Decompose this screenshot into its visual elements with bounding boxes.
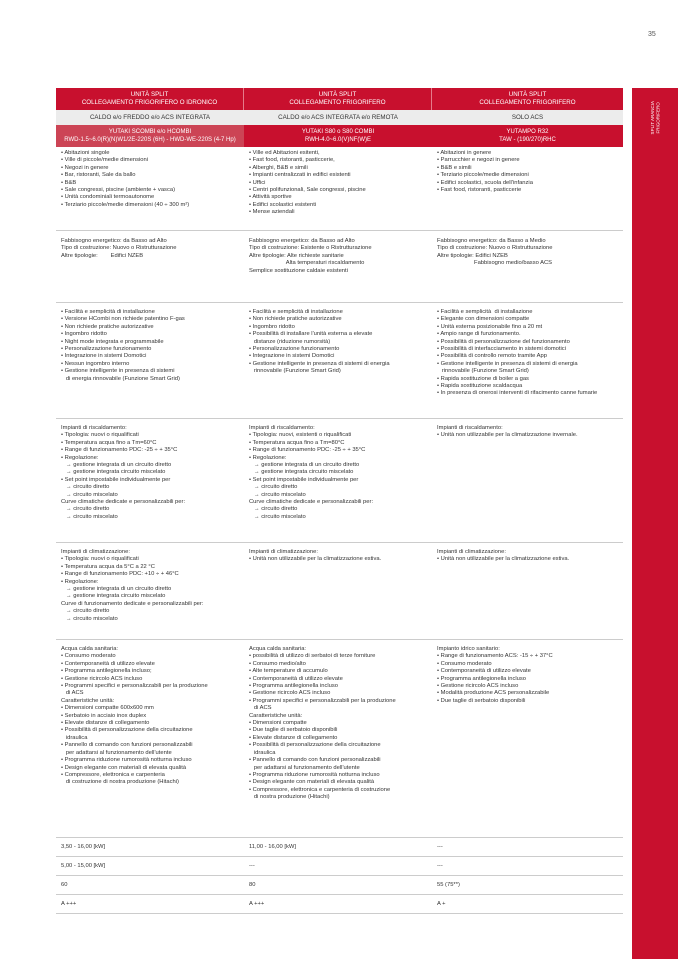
- applications-cell-line: • Unità condominiali termoautonome: [61, 194, 155, 201]
- heating-cell-line: Curve climatiche dedicate e personalizzabili per:: [61, 499, 186, 506]
- dhw-cell-line: • Range di funzionamento ACS: -15 ÷ + 37°C: [437, 653, 553, 660]
- applications-cell-line: • Edifici scolastici esistenti: [249, 201, 317, 208]
- energy-cell: [244, 231, 432, 303]
- product-comparison-table: [56, 88, 623, 914]
- applications-cell-line: • Negozi in genere: [61, 164, 109, 171]
- cooling-cell-line: • Regolazione:: [61, 578, 99, 585]
- heating-cell-line: → gestione integrata circuito miscelato: [61, 469, 166, 476]
- heating-cell-line: Impianti di riscaldamento:: [249, 425, 315, 431]
- dhw-cell-line: • Pannello di comando con funzioni personalizzabili: [61, 742, 193, 749]
- heating-cell-line: • Regolazione:: [61, 454, 99, 461]
- cooling-power-cell: ---: [432, 857, 623, 876]
- dhw-cell-line: • Compressore, elettronica e carpenteria: [61, 771, 165, 778]
- dhw-cell-line: • Programma riduzione rumorosità notturna incluso: [249, 771, 380, 778]
- features-cell-line: di energia rinnovabile (Funzione Smart Grid): [61, 375, 180, 382]
- dhw-cell-line: di ACS: [61, 690, 84, 697]
- function-cell: SOLO ACS: [432, 110, 623, 125]
- heating-cell-line: → circuito diretto: [249, 484, 298, 491]
- features-cell-line: • Ingombro ridotto: [249, 323, 295, 330]
- heating-cell-line: • Set point impostabile individualmente per: [249, 476, 359, 483]
- dhw-cell-line: • Dimensioni compatte: [249, 720, 307, 727]
- unit-type-header-line: COLLEGAMENTO FRIGORIFERO O IDRONICO: [81, 99, 218, 106]
- dhw-cell-line: Acqua calda sanitaria:: [61, 646, 119, 652]
- heating-cell-line: → circuito diretto: [61, 484, 110, 491]
- features-cell-line: • Personalizzazione funzionamento: [249, 346, 340, 353]
- dhw-cell-line: • Design elegante con materiali di elevata qualità: [61, 764, 187, 771]
- features-cell-line: • Elegante con dimensioni compatte: [437, 316, 530, 323]
- function-cell: CALDO e/o ACS INTEGRATA e/o REMOTA: [244, 110, 432, 125]
- unit-type-header-line: COLLEGAMENTO FRIGORIFERO: [289, 99, 386, 106]
- energy-cell-line: Alta temperaturi riscaldamento: [249, 260, 365, 267]
- dhw-cell-line: • Possibilità di personalizzazione della circuitazione: [61, 727, 193, 734]
- features-cell-line: • Integrazione in sistemi Domotici: [249, 353, 335, 360]
- model-header-line: RWD-1.5~6.0(R)(N)W1/2E-220S (6H) - HWD-WE-220S (4-7 Hp): [64, 137, 236, 143]
- cooling-cell-line: Impianti di climatizzazione:: [437, 549, 506, 555]
- heating-cell-line: • Set point impostabile individualmente per: [61, 476, 171, 483]
- model-header-line: TAW - (190/270)RHC: [499, 137, 556, 143]
- cooling-cell-line: • Unità non utilizzabile per la climatizzazione estiva.: [249, 556, 382, 563]
- energy-cell-line: Fabbisogno energetico: da Basso a Medio: [437, 238, 546, 244]
- cooling-cell-line: → gestione integrata circuito miscelato: [61, 593, 166, 600]
- dhw-cell-line: • Programma riduzione rumorosità notturna incluso: [61, 757, 192, 764]
- cooling-cell-line: • Unità non utilizzabile per la climatizzazione estiva.: [437, 556, 570, 563]
- side-tab: [632, 88, 678, 959]
- cooling-power-cell: 5,00 - 15,00 [kW]: [56, 857, 244, 876]
- model-header-line: RWH-4.0~6.0(V)NF(W)E: [304, 137, 372, 143]
- heating-cell-line: • Range di funzionamento PDC: -25 ÷ + 35°C: [61, 447, 178, 454]
- unit-type-header: [244, 88, 432, 110]
- energy-cell-line: Fabbisogno energetico: da Basso ad Alto: [61, 238, 167, 244]
- applications-cell-line: • Fast food, ristoranti, pasticcerie: [437, 187, 522, 194]
- energy-class-cell: A +: [432, 895, 623, 914]
- features-cell-line: rinnovabile (Funzione Smart Grid): [249, 368, 341, 375]
- heating-cell-line: • Temperatura acqua fino a Tm=80°C: [249, 439, 345, 446]
- energy-cell: [56, 231, 244, 303]
- features-cell-line: • Facilità e semplicità di installazione: [61, 309, 155, 315]
- dhw-cell-line: • Compressore, elettronica e carpenteria di costruzione: [249, 786, 391, 793]
- dhw-cell-line: idraulica: [249, 749, 276, 756]
- dhw-cell-line: • Gestione ricircolo ACS incluso: [249, 690, 331, 697]
- dhw-cell-line: • Consumo moderato: [61, 653, 116, 660]
- applications-cell-line: • Bar, ristoranti, Sale da ballo: [61, 172, 136, 179]
- dhw-cell-line: • Contemporaneità di utilizzo elevate: [249, 675, 343, 682]
- side-tab-text: SPLIT ARANCIA FRIGORIFERO: [649, 101, 660, 135]
- model-header-line: YUTAKI SCOMBI e/o HCOMBI: [108, 129, 192, 135]
- applications-cell-line: • Abitazioni in genere: [437, 150, 492, 156]
- features-cell-line: • Gestione intelligente in presenza di sistemi: [61, 368, 175, 375]
- heating-cell-line: • Tipologia: nuovi, esistenti o riqualificati: [249, 432, 352, 439]
- dhw-cell-line: • Contemporaneità di utilizzo elevate: [61, 660, 155, 667]
- heating-cell-line: Impianti di riscaldamento:: [61, 425, 127, 431]
- cooling-cell-line: → circuito miscelato: [61, 615, 118, 622]
- dhw-cell-line: • Elevate distanze di collegamento: [61, 720, 150, 727]
- features-cell-line: • Non richiede pratiche autorizzative: [249, 316, 342, 323]
- energy-cell-line: Altre tipologie: Alte richieste sanitarie: [249, 252, 344, 259]
- cooling-cell-line: → gestione integrata di un circuito diretto: [61, 586, 172, 593]
- unit-type-header-line: UNITÀ SPLIT: [318, 91, 357, 98]
- unit-type-header-line: UNITÀ SPLIT: [508, 91, 547, 98]
- heating-cell: [432, 419, 623, 543]
- unit-type-header: [432, 88, 623, 110]
- dhw-cell-line: • Design elegante con materiali di elevata qualità: [249, 779, 375, 786]
- heating-cell-line: • Temperatura acqua fino a Tm=60°C: [61, 439, 157, 446]
- unit-type-header-line: COLLEGAMENTO FRIGORIFERO: [479, 99, 576, 106]
- dhw-cell-line: • Consumo moderato: [437, 660, 492, 667]
- features-cell: [432, 303, 623, 419]
- features-cell-line: • Night mode integrata e programmabile: [61, 338, 164, 345]
- dhw-cell-line: di costruzione di nostra produzione (Hitachi): [61, 779, 179, 786]
- features-cell-line: • Facilità e semplicità di installazione: [437, 309, 533, 315]
- applications-cell-line: • Impianti centralizzati in edifici esistenti: [249, 172, 351, 179]
- heating-cell-line: → gestione integrata di un circuito diretto: [249, 462, 360, 469]
- dhw-cell-line: • Serbatoio in acciaio inox duplex: [61, 712, 147, 719]
- features-cell-line: • Ingombro ridotto: [61, 331, 107, 338]
- features-cell-line: • Possibilità di interfacciamento in sistemi domotici: [437, 346, 566, 353]
- cooling-cell-line: • Range di funzionamento PDC: +10 ÷ + 46°C: [61, 571, 179, 578]
- heating-power-cell: ---: [432, 838, 623, 857]
- features-cell-line: • Rapida sostituzione di boiler a gas: [437, 375, 529, 382]
- cooling-cell: [244, 543, 432, 640]
- features-cell-line: • Nessun ingombro interno: [61, 360, 130, 367]
- dhw-cell-line: • Gestione ricircolo ACS incluso: [61, 675, 143, 682]
- heating-cell-line: → circuito miscelato: [249, 513, 306, 520]
- features-cell-line: • Ampio range di funzionamento.: [437, 331, 521, 338]
- features-cell-line: • Possibilità di installare l'unità esterna a elevate: [249, 331, 373, 338]
- dhw-cell-line: • Programma antilegionella incluso: [249, 683, 339, 690]
- model-header-line: YUTAMPO R32: [506, 129, 549, 135]
- dhw-cell-line: • Programmi specifici e personalizzabili per la produzione: [249, 697, 396, 704]
- dhw-cell-line: Impianto idrico sanitario:: [437, 646, 500, 652]
- water-temp-cell: 60: [56, 876, 244, 895]
- heating-cell-line: → gestione integrata circuito miscelato: [249, 469, 354, 476]
- dhw-cell-line: per adattarsi al funzionamento dell'utente: [61, 749, 172, 756]
- dhw-cell-line: Caratteristiche unità:: [249, 712, 303, 719]
- cooling-cell: [432, 543, 623, 640]
- cooling-power-cell: ---: [244, 857, 432, 876]
- energy-cell-line: Altre tipologie: Edifici NZEB: [61, 252, 144, 259]
- energy-cell-line: Fabbisogno medio/basso ACS: [437, 260, 553, 267]
- dhw-cell-line: • Dimensioni compatte 600x600 mm: [61, 705, 154, 712]
- dhw-cell-line: Caratteristiche unità:: [61, 697, 115, 704]
- dhw-cell-line: di ACS: [249, 705, 272, 712]
- applications-cell-line: • Terziario piccole/medie dimensioni (40 ÷ 300 m²): [61, 201, 190, 208]
- heating-cell-line: Curve climatiche dedicate e personalizzabili per:: [249, 499, 374, 506]
- dhw-cell-line: • Possibilità di personalizzazione della circuitazione: [249, 742, 381, 749]
- features-cell-line: • Personalizzazione funzionamento: [61, 346, 152, 353]
- heating-cell-line: • Tipologia: nuovi o riqualificati: [61, 432, 139, 439]
- heating-cell-line: → circuito miscelato: [61, 513, 118, 520]
- energy-class-cell: A +++: [244, 895, 432, 914]
- applications-cell-line: • Ville di piccole/medie dimensioni: [61, 157, 148, 164]
- applications-cell-line: • B&B: [61, 179, 77, 186]
- features-cell-line: • Rapida sostituzione scaldacqua: [437, 383, 523, 390]
- energy-cell-line: Semplice sostituzione caldaie esistenti: [249, 267, 348, 274]
- heating-cell-line: • Unità non utilizzabile per la climatizzazione invernale.: [437, 432, 578, 439]
- features-cell: [56, 303, 244, 419]
- applications-cell-line: • B&B e simili: [437, 164, 472, 171]
- features-cell-line: distanze (riduzione rumorsità): [249, 338, 331, 345]
- energy-cell-line: Fabbisogno energetico: da Basso ad Alto: [249, 238, 355, 244]
- features-cell-line: • Gestione intelligente in presenza di sistemi di energia: [249, 360, 390, 367]
- cooling-cell-line: • Temperatura acqua da 5°C a 22 °C: [61, 563, 155, 570]
- features-cell-line: • Gestione intelligente in presenza di sistemi di energia: [437, 360, 578, 367]
- dhw-cell: [244, 640, 432, 838]
- heating-power-cell: 3,50 - 16,00 [kW]: [56, 838, 244, 857]
- energy-cell-line: Altre tipologie: Edifici NZEB: [437, 252, 508, 259]
- features-cell-line: • Non richiede pratiche autorizzative: [61, 323, 154, 330]
- applications-cell-line: • Attività sportive: [249, 194, 292, 201]
- applications-cell: [432, 147, 623, 231]
- page-number: 35: [648, 31, 656, 38]
- model-header: [244, 125, 432, 147]
- model-header: [432, 125, 623, 147]
- heating-cell-line: → circuito diretto: [61, 506, 110, 513]
- cooling-cell-line: → circuito diretto: [61, 608, 110, 615]
- features-cell-line: • Integrazione in sistemi Domotici: [61, 353, 147, 360]
- heating-cell-line: • Regolazione:: [249, 454, 287, 461]
- applications-cell: [244, 147, 432, 231]
- features-cell: [244, 303, 432, 419]
- heating-cell-line: • Range di funzionamento PDC: -25 ÷ + 35°C: [249, 447, 366, 454]
- applications-cell-line: • Centri polifunzionali, Sale congressi, piscine: [249, 187, 366, 194]
- dhw-cell-line: • Alte temperature di accumulo: [249, 668, 328, 675]
- heating-power-cell: 11,00 - 16,00 [kW]: [244, 838, 432, 857]
- dhw-cell-line: • Due taglie di serbatoio disponibili: [249, 727, 338, 734]
- dhw-cell-line: • Due taglie di serbatoio disponibili: [437, 697, 526, 704]
- water-temp-cell: 55 (75**): [432, 876, 623, 895]
- applications-cell-line: • Mense aziendali: [249, 209, 295, 216]
- heating-cell-line: → gestione integrata di un circuito diretto: [61, 462, 172, 469]
- dhw-cell-line: di nostra produzione (Hitachi): [249, 794, 330, 801]
- function-cell: CALDO e/o FREDDO e/o ACS INTEGRATA: [56, 110, 244, 125]
- dhw-cell-line: • Modalità produzione ACS personalizzabile: [437, 690, 550, 697]
- energy-cell-line: Tipo di costruzione: Nuovo o Ristrutturazione: [437, 245, 553, 252]
- features-cell-line: • Possibilità di personalizzazione del funzionamento: [437, 338, 570, 345]
- features-cell-line: • Possibilità di controllo remoto tramite App: [437, 353, 547, 360]
- cooling-cell-line: Impianti di climatizzazione:: [249, 549, 318, 555]
- cooling-cell-line: Impianti di climatizzazione:: [61, 549, 130, 555]
- model-header-line: YUTAKI S80 o S80 COMBI: [301, 129, 375, 135]
- applications-cell-line: • Abitazioni singole: [61, 150, 110, 156]
- cooling-cell: [56, 543, 244, 640]
- dhw-cell-line: • Programma antilegionella incluso;: [61, 668, 152, 675]
- features-cell-line: • Facilità e semplicità di installazione: [249, 309, 343, 315]
- energy-cell: [432, 231, 623, 303]
- heating-cell: [56, 419, 244, 543]
- energy-cell-line: Tipo di costruzione: Esistente o Ristrutturazione: [249, 245, 372, 252]
- unit-type-header-line: UNITÀ SPLIT: [130, 91, 169, 98]
- energy-cell-line: Tipo di costruzione: Nuovo o Ristrutturazione: [61, 245, 177, 252]
- unit-type-header: [56, 88, 244, 110]
- applications-cell-line: • Sale congressi, piscine (ambiente + vasca): [61, 187, 175, 194]
- applications-cell-line: • Parrucchier e negozi in genere: [437, 157, 520, 164]
- dhw-cell-line: per adattarsi al funzionamento dell'utente: [249, 764, 360, 771]
- applications-cell-line: • Terziario piccole/medie dimensioni: [437, 172, 529, 179]
- heating-cell-line: → circuito miscelato: [61, 491, 118, 498]
- dhw-cell-line: • Gestione ricircolo ACS incluso: [437, 683, 519, 690]
- features-cell-line: • Versione HCombi non richiede patentino F-gas: [61, 316, 185, 323]
- heating-cell-line: → circuito diretto: [249, 506, 298, 513]
- applications-cell-line: • Ville ed Abitazioni esitenti,: [249, 150, 320, 156]
- dhw-cell-line: • Consumo medio/alto: [249, 660, 306, 667]
- dhw-cell-line: • Elevate distanze di collegamento: [249, 734, 338, 741]
- dhw-cell-line: • possibilità di utilizzo di serbatoi di terze forniture: [249, 653, 376, 660]
- cooling-cell-line: Curve di funzionamento dedicate e personalizzabili per:: [61, 600, 204, 607]
- applications-cell-line: • Alberghi, B&B e simili: [249, 164, 308, 171]
- heating-cell-line: → circuito miscelato: [249, 491, 306, 498]
- applications-cell-line: • Uffici: [249, 179, 266, 186]
- cooling-cell-line: • Tipologia: nuovi o riqualificati: [61, 556, 139, 563]
- applications-cell-line: • Edifici scolastici, scuola dell'infanzia: [437, 179, 533, 186]
- features-cell-line: rinnovabile (Funzione Smart Grid): [437, 368, 529, 375]
- side-tab-label: [632, 88, 678, 148]
- water-temp-cell: 80: [244, 876, 432, 895]
- applications-cell-line: • Fast food, ristoranti, pasticcerie,: [249, 157, 335, 164]
- applications-cell: [56, 147, 244, 231]
- dhw-cell-line: • Programma antilegionella incluso: [437, 675, 527, 682]
- model-header: [56, 125, 244, 147]
- dhw-cell-line: • Pannello di comando con funzioni personalizzabili: [249, 757, 381, 764]
- dhw-cell-line: idraulica: [61, 734, 88, 741]
- dhw-cell: [56, 640, 244, 838]
- dhw-cell-line: Acqua calda sanitaria:: [249, 646, 307, 652]
- dhw-cell: [432, 640, 623, 838]
- features-cell-line: • Unità esterna posizionabile fino a 20 mt: [437, 323, 543, 330]
- energy-class-cell: A +++: [56, 895, 244, 914]
- dhw-cell-line: • Programmi specifici e personalizzabili per la produzione: [61, 683, 208, 690]
- heating-cell: [244, 419, 432, 543]
- features-cell-line: • In presenza di onerosi interventi di rifacimento canne fumarie: [437, 390, 598, 397]
- heating-cell-line: Impianti di riscaldamento:: [437, 425, 503, 431]
- dhw-cell-line: • Contemporaneità di utilizzo elevate: [437, 668, 531, 675]
